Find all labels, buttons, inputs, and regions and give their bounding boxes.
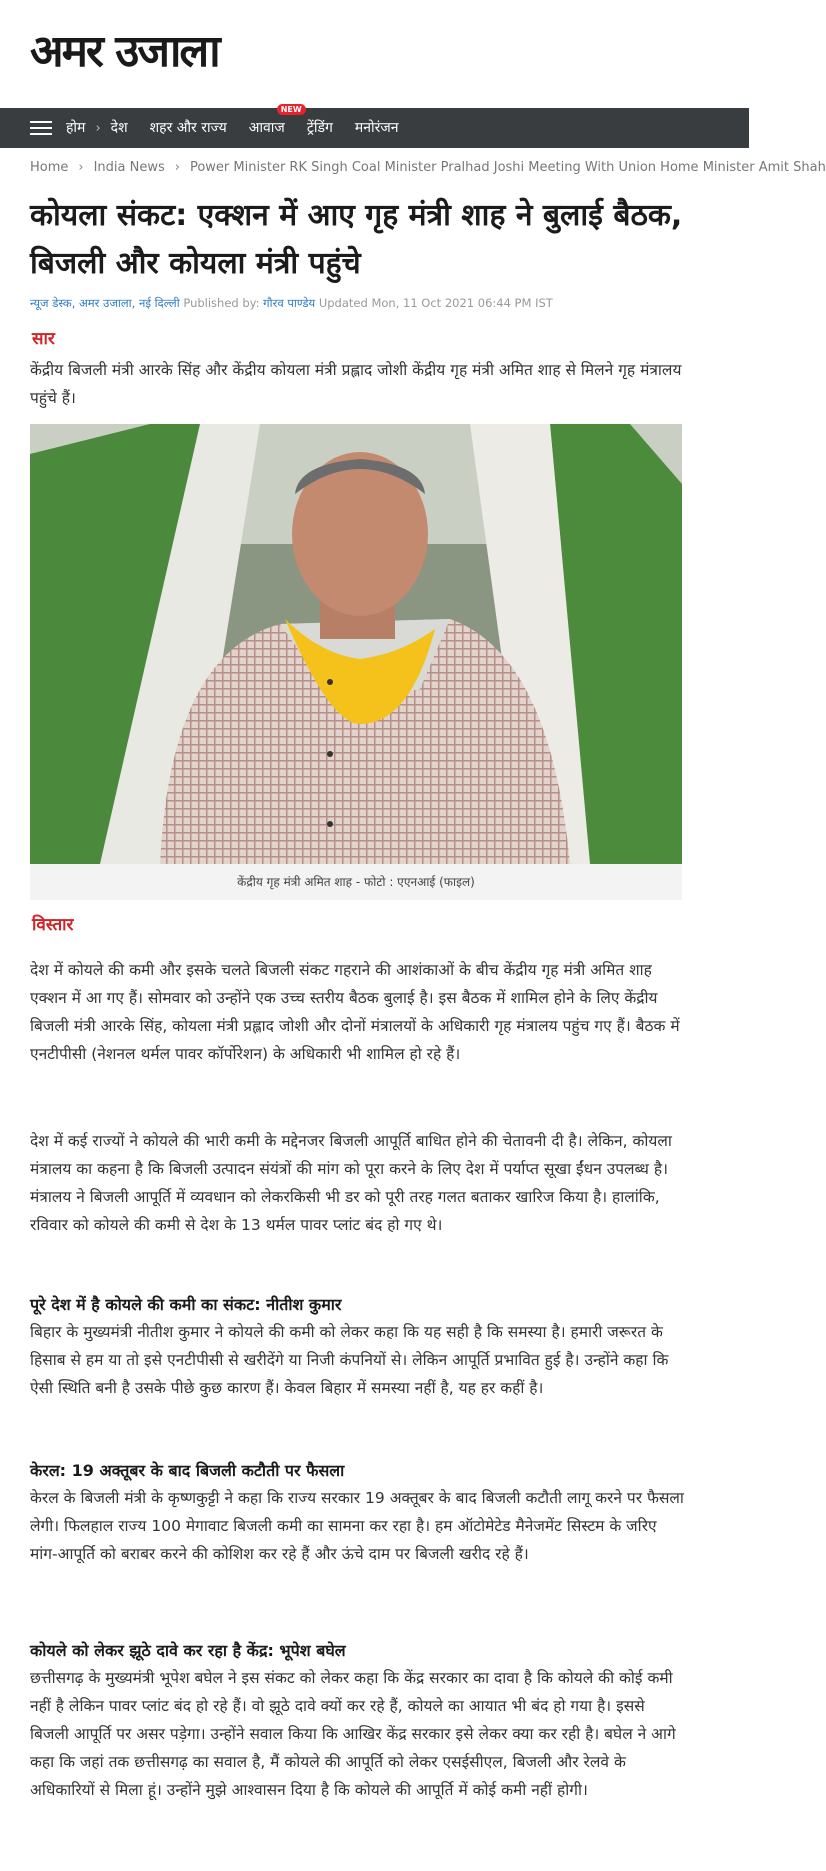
chevron-right-icon: › — [95, 120, 101, 136]
byline-published-label: Published by: — [183, 296, 260, 310]
nav-item-awaaz[interactable] — [248, 105, 302, 148]
article-paragraph: देश में कई राज्यों ने कोयले की भारी कमी के मद्देनजर बिजली आपूर्ति बाधित होने की चेतावनी दी है। लेकिन, कोयला मंत्रालय का कहना है कि बिजली उत्पादन संयंत्रों की मांग को पूरा करने के लिए देश में पर्याप्त सूखा ईंधन उपलब्ध है। मंत्रालय ने बिजली आपूर्ति में व्यवधान को लेकरकिसी भी डर को पूरी तरह गलत बताकर खारिज किया है। हालांकि, रविवार को कोयले की कमी से देश के 13 थर्मल पावर प्लांट बंद हो गए थे। — [30, 1132, 672, 1234]
breadcrumb — [30, 160, 826, 175]
article-photo-image — [30, 424, 682, 864]
breadcrumb-india-news[interactable]: India News — [93, 160, 165, 175]
new-badge: NEW — [277, 104, 306, 115]
section-text: केरल के बिजली मंत्री के कृष्णकुट्टी ने कहा कि राज्य सरकार 19 अक्तूबर के बाद बिजली कटौती लागू करने पर फैसला लेगी। फिलहाल राज्य 100 मेगावाट बिजली कमी का सामना कर रहा है। हम ऑटोमेटेड मैनेजमेंट सिस्टम के जरिए मांग-आपूर्ति को बराबर करने की कोशिश कर रहे हैं और ऊंचे दाम पर बिजली खरीद रहे हैं। — [30, 1489, 684, 1563]
nav-item-city-state[interactable]: शहर और राज्य — [149, 120, 227, 136]
section-text: छत्तीसगढ़ के मुख्यमंत्री भूपेश बघेल ने इस संकट को लेकर कहा कि केंद्र सरकार का दावा है कि कोयले की कोई कमी नहीं है लेकिन पावर प्लांट बंद हो रहे हैं। वो झूठे दावे क्यों कर रहे हैं, कोयले का आयात भी बंद हो गया है। इससे बिजली आपूर्ति पर असर पड़ेगा। उन्होंने सवाल किया कि आखिर केंद्र सरकार इसे लेकर क्या कर रही है। बघेल ने आगे कहा कि जहां तक छत्तीसगढ़ का सवाल है, मैं कोयले की आपूर्ति को लेकर एसईसीएल, बिजली और रेलवे के अधिकारियों से मिला हूं। उन्होंने मुझे आश्वासन दिया है कि कोयले की आपूर्ति में कोई कमी नहीं होगी। — [30, 1669, 676, 1799]
section-heading: पूरे देश में है कोयले की कमी का संकट: नीतीश कुमार — [30, 1295, 342, 1314]
article-summary: केंद्रीय बिजली मंत्री आरके सिंह और केंद्रीय कोयला मंत्री प्रह्लाद जोशी केंद्रीय गृह मंत्री अमित शाह से मिलने गृह मंत्रालय पहुंचे हैं। — [30, 361, 682, 407]
nav-item-trending[interactable]: ट्रेंडिंग — [306, 120, 333, 136]
byline-updated: Updated Mon, 11 Oct 2021 06:44 PM IST — [318, 296, 553, 310]
nav-item-desh[interactable]: देश — [110, 120, 128, 136]
byline-publisher[interactable]: गौरव पाण्डेय — [263, 296, 316, 310]
nav-item-entertainment[interactable]: मनोरंजन — [354, 120, 399, 136]
summary-label: सार — [32, 329, 55, 349]
section-heading: कोयले को लेकर झूठे दावे कर रहा है केंद्र: भूपेश बघेल — [30, 1641, 346, 1660]
article-paragraph: देश में कोयले की कमी और इसके चलते बिजली संकट गहराने की आशंकाओं के बीच केंद्रीय गृह मंत्री अमित शाह एक्शन में आ गए हैं। सोमवार को उन्होंने एक उच्च स्तरीय बैठक बुलाई है। इस बैठक में शामिल होने के लिए केंद्रीय बिजली मंत्री आरके सिंह, कोयला मंत्री प्रह्लाद जोशी और दोनों मंत्रालयों के अधिकारी गृह मंत्रालय पहुंच गए हैं। बैठक में एनटीपीसी (नेशनल थर्मल पावर कॉर्पोरेशन) के अधिकारी भी शामिल हो रहे हैं। — [30, 961, 680, 1063]
breadcrumb-current: Power Minister RK Singh Coal Minister Pralhad Joshi Meeting With Union Home Minister Amit Shah — [189, 160, 826, 175]
article-photo[interactable] — [30, 424, 682, 864]
breadcrumb-home[interactable]: Home — [30, 160, 69, 175]
photo-caption: केंद्रीय गृह मंत्री अमित शाह - फोटो : एएनआई (फाइल) — [237, 875, 475, 889]
byline-author[interactable]: न्यूज डेस्क, अमर उजाला, नई दिल्ली — [30, 296, 180, 310]
chevron-right-icon: › — [174, 160, 180, 175]
chevron-right-icon: › — [78, 160, 84, 175]
photo-caption-box — [30, 864, 682, 900]
section-text: बिहार के मुख्यमंत्री नीतीश कुमार ने कोयले की कमी को लेकर कहा कि यह सही है कि समस्या है। हमारी जरूरत के हिसाब से हम या तो इसे एनटीपीसी से खरीदेंगे या निजी कंपनियों से। लेकिन आपूर्ति प्रभावित हुई है। उन्होंने कहा कि ऐसी स्थिति बनी है उसके पीछे कुछ कारण हैं। केवल बिहार में समस्या नहीं है, यह हर कहीं है। — [30, 1323, 669, 1397]
nav-item-awaaz-label: आवाज — [248, 120, 285, 136]
site-logo[interactable]: अमर उजाला — [30, 26, 219, 77]
article-headline: कोयला संकट: एक्शन में आए गृह मंत्री शाह ने बुलाई बैठक, बिजली और कोयला मंत्री पहुंचे — [30, 198, 683, 281]
detail-label: विस्तार — [32, 915, 74, 935]
nav-item-home[interactable]: होम — [66, 120, 86, 136]
menu-icon[interactable] — [30, 121, 52, 135]
header — [0, 0, 749, 108]
section-heading: केरल: 19 अक्तूबर के बाद बिजली कटौती पर फैसला — [30, 1461, 345, 1480]
main-nav — [0, 105, 749, 148]
article-byline — [30, 296, 720, 311]
